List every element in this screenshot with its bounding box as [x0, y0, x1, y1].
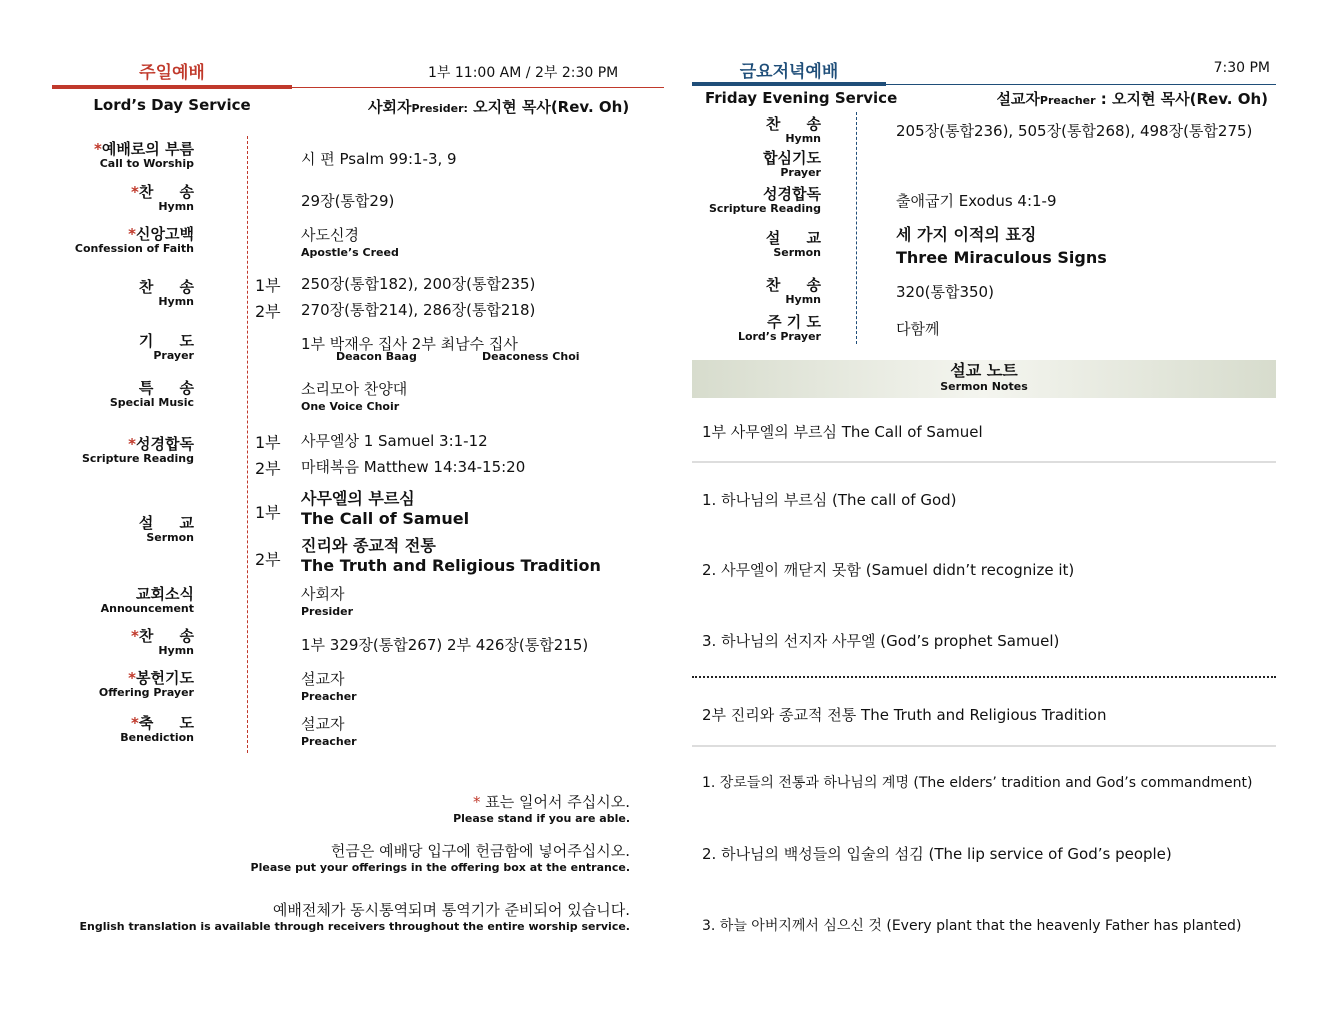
item-label-en: Prayer: [153, 349, 194, 362]
preacher-label-en: Preacher: [1039, 94, 1096, 107]
notes-separator: [692, 745, 1276, 747]
service-2-marker: 2부: [255, 459, 281, 478]
item-label-en: Call to Worship: [99, 157, 194, 170]
friday-hymn-1-value: 205장(통합236), 505장(통합268), 498장(통합275): [896, 122, 1253, 140]
friday-lords-prayer-value: 다함께: [896, 320, 940, 338]
benediction-value: [301, 716, 357, 750]
notice-ko: 예배전체가 동시통역되며 통역기가 준비되어 있습니다.: [272, 901, 630, 919]
service-1-marker: 1부: [255, 433, 281, 452]
stand-star: *: [128, 225, 137, 243]
order-scripture: [60, 436, 194, 465]
notice-ko: 표는 일어서 주십시오.: [485, 793, 630, 811]
value-ko: 사회자: [301, 585, 345, 603]
value-en: Preacher: [301, 690, 357, 703]
friday-sermon: [700, 230, 821, 259]
item-label-ko: 합심기도: [763, 149, 821, 167]
notice-ko: 헌금은 예배당 입구에 헌금함에 넣어주십시오.: [330, 842, 630, 860]
sermon-title-en: Three Miraculous Signs: [896, 248, 1107, 267]
item-label-en: Offering Prayer: [98, 686, 194, 699]
notes-point: 1. 장로들의 전통과 하나님의 계명 (The elders’ tradition and God’s commandment): [702, 775, 1253, 791]
order-announcement: [60, 586, 194, 615]
notes-dotted-divider: [692, 676, 1276, 678]
sermon-notes-banner: [692, 360, 1276, 398]
item-label-ko: 찬 송: [138, 627, 194, 645]
stand-star: *: [131, 714, 139, 732]
prayer-deaconess-en: Deaconess Choi: [482, 350, 580, 363]
hymn-1-value: 29장(통합29): [301, 192, 395, 210]
blue-header-bar: [692, 82, 886, 86]
value-en: Preacher: [301, 735, 357, 748]
sermon-title-ko: 사무엘의 부르심: [301, 489, 415, 508]
hymn-3-value: 1부 329장(통합267) 2부 426장(통합215): [301, 636, 589, 654]
offering-prayer-value: [301, 671, 357, 705]
scripture-value-2: 마태복음 Matthew 14:34-15:20: [301, 458, 526, 476]
item-label-ko: 축 도: [138, 714, 194, 732]
order-confession: [60, 226, 194, 255]
value-en: One Voice Choir: [301, 400, 400, 413]
stand-star: *: [128, 669, 137, 687]
stand-star: *: [128, 435, 137, 453]
prayer-deacon-en: Deacon Baag: [336, 350, 417, 363]
sermon-title-ko: 세 가지 이적의 표징: [896, 225, 1037, 244]
notice-en: English translation is available through receivers throughout the entire worship service.: [79, 920, 630, 933]
value-ko: 설교자: [301, 715, 345, 733]
item-label-ko: 찬 송: [138, 278, 194, 296]
item-label-ko: 기 도: [138, 332, 194, 350]
notes-point: 1. 하나님의 부르심 (The call of God): [702, 491, 957, 509]
item-label-en: Hymn: [158, 644, 194, 657]
preacher-label: 설교자: [996, 90, 1040, 108]
order-offering-prayer: [60, 670, 194, 699]
preacher-name: : 오지현 목사(Rev. Oh): [1100, 90, 1268, 108]
notice-en: Please stand if you are able.: [453, 812, 630, 825]
presider-line: [368, 96, 629, 117]
item-label-en: Benediction: [120, 731, 194, 744]
prayer-value: 1부 박재우 집사 2부 최남수 집사: [301, 335, 518, 353]
service-2-marker: 2부: [255, 302, 281, 321]
presider-label-en: Presider:: [411, 102, 468, 115]
announcement-value: [301, 586, 353, 620]
item-label-en: Lord’s Prayer: [737, 330, 821, 343]
sermon-title-ko: 진리와 종교적 전통: [301, 536, 436, 555]
order-call-to-worship: [60, 141, 194, 170]
order-hymn-3: [60, 628, 194, 657]
sermon-notes-title-ko: 설교 노트: [950, 361, 1018, 380]
item-label-ko: 교회소식: [136, 585, 194, 603]
service-time: 1부 11:00 AM / 2부 2:30 PM: [428, 65, 619, 81]
hymn-2-value-1: 250장(통합182), 200장(통합235): [301, 275, 536, 293]
red-header-bar: [52, 85, 292, 89]
friday-title-en: Friday Evening Service: [705, 89, 898, 107]
order-hymn-2: [60, 279, 194, 308]
item-label-en: Hymn: [158, 295, 194, 308]
friday-scripture: [700, 186, 821, 215]
sermon-title-en: The Truth and Religious Tradition: [301, 556, 601, 575]
scripture-value-1: 사무엘상 1 Samuel 3:1-12: [301, 432, 488, 450]
order-hymn-1: [60, 184, 194, 213]
sermon-title-en: The Call of Samuel: [301, 509, 470, 528]
item-label-ko: 찬 송: [138, 183, 194, 201]
hymn-2-value-2: 270장(통합214), 286장(통합218): [301, 301, 536, 319]
sermon-notes-title-en: Sermon Notes: [940, 380, 1028, 393]
item-label-en: Special Music: [109, 396, 194, 409]
notes-point: 3. 하늘 아버지께서 심으신 것 (Every plant that the heavenly Father has planted): [702, 918, 1242, 934]
item-label-ko: 찬 송: [765, 115, 821, 133]
value-ko: 사도신경: [301, 226, 359, 244]
service-1-marker: 1부: [255, 276, 281, 295]
friday-sermon-title: [896, 223, 1107, 269]
item-label-ko: 성경합독: [763, 185, 821, 203]
notes-point: 2. 사무엘이 깨닫지 못함 (Samuel didn’t recognize it): [702, 561, 1075, 579]
value-ko: 설교자: [301, 670, 345, 688]
sermon-2-title: [301, 536, 601, 576]
item-label-en: Announcement: [100, 602, 194, 615]
friday-lords-prayer: [700, 314, 821, 343]
notice-translation: [80, 899, 631, 933]
value-en: Presider: [301, 605, 354, 618]
notice-stand: [453, 791, 630, 825]
order-sermon: [60, 515, 194, 544]
item-label-en: Sermon: [773, 246, 821, 259]
notes-point: 2. 하나님의 백성들의 입술의 섬김 (The lip service of God’s people): [702, 845, 1172, 863]
order-benediction: [60, 715, 194, 744]
service-1-marker: 1부: [255, 503, 281, 522]
notes-heading-1: 1부 사무엘의 부르심 The Call of Samuel: [702, 423, 983, 441]
red-header-line: [292, 87, 664, 88]
item-label-en: Scripture Reading: [708, 202, 821, 215]
order-prayer: [60, 333, 194, 362]
item-label-en: Sermon: [146, 531, 194, 544]
order-special-music: [60, 380, 194, 409]
left-divider: [247, 136, 248, 753]
lords-day-title-ko: 주일예배: [139, 63, 205, 83]
blue-header-line: [886, 84, 1276, 85]
value-en: Apostle’s Creed: [301, 246, 399, 259]
item-label-en: Confession of Faith: [74, 242, 194, 255]
friday-hymn-2-value: 320(통합350): [896, 283, 994, 301]
sermon-1-title: [301, 489, 469, 529]
item-label-ko: 특 송: [138, 379, 194, 397]
lords-day-title-en: Lord’s Day Service: [93, 96, 251, 114]
notes-separator: [692, 461, 1276, 463]
value-ko: 소리모아 찬양대: [301, 380, 408, 398]
stand-star: *: [131, 183, 139, 201]
item-label-en: Scripture Reading: [81, 452, 194, 465]
preacher-line: [960, 88, 1268, 109]
notice-offering: [251, 840, 630, 874]
item-label-en: Hymn: [158, 200, 194, 213]
confession-value: [301, 227, 399, 261]
friday-hymn-1: [700, 116, 821, 145]
item-label-ko: 신앙고백: [136, 225, 194, 243]
notice-en: Please put your offerings in the offering box at the entrance.: [250, 861, 630, 874]
item-label-en: Prayer: [780, 166, 821, 179]
item-label-ko: 설 교: [138, 514, 194, 532]
item-label-en: Hymn: [785, 293, 821, 306]
presider-label: 사회자: [368, 98, 412, 116]
call-to-worship-value: 시 편 Psalm 99:1-3, 9: [301, 150, 457, 168]
stand-star: *: [131, 627, 139, 645]
item-label-ko: 예배로의 부름: [101, 140, 194, 158]
special-music-value: [301, 381, 407, 415]
presider-name: 오지현 목사(Rev. Oh): [473, 98, 630, 116]
notes-point: 3. 하나님의 선지자 사무엘 (God’s prophet Samuel): [702, 632, 1060, 650]
friday-prayer: [700, 150, 821, 179]
stand-star: *: [473, 793, 481, 811]
friday-scripture-value: 출애굽기 Exodus 4:1-9: [896, 192, 1057, 210]
item-label-ko: 성경합독: [136, 435, 194, 453]
stand-star: *: [93, 140, 102, 158]
service-2-marker: 2부: [255, 550, 281, 569]
right-divider: [856, 112, 857, 344]
item-label-ko: 주 기 도: [767, 313, 821, 331]
notes-heading-2: 2부 진리와 종교적 전통 The Truth and Religious Tradition: [702, 706, 1107, 724]
item-label-ko: 봉헌기도: [136, 669, 194, 687]
friday-time: 7:30 PM: [1213, 60, 1270, 76]
friday-title-ko: 금요저녁예배: [739, 62, 839, 82]
item-label-en: Hymn: [785, 132, 821, 145]
item-label-ko: 찬 송: [765, 276, 821, 294]
item-label-ko: 설 교: [765, 229, 821, 247]
friday-hymn-2: [700, 277, 821, 306]
